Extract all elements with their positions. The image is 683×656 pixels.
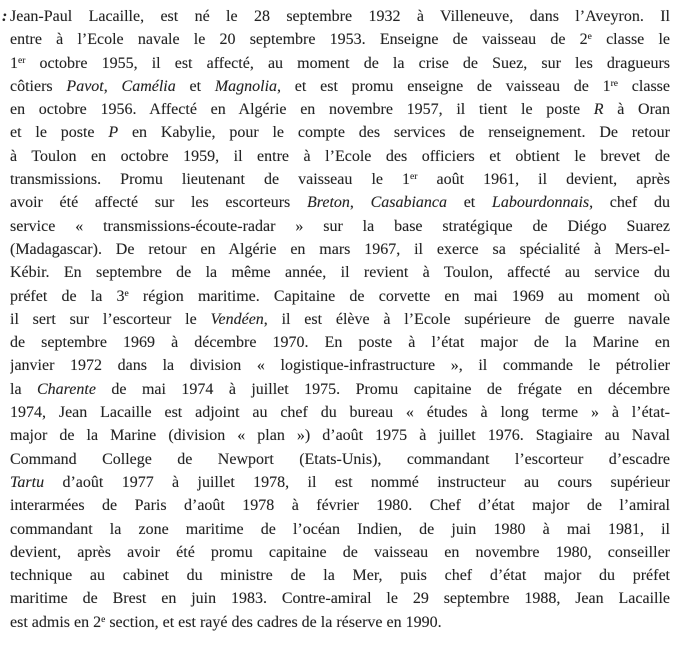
text-run: région maritime. Capitaine de corvette en mai 1969 au moment où: [128, 287, 670, 305]
text-line: [10, 518, 670, 541]
text-run: , il est élève à l’Ecole supérieure de guerre navale: [263, 310, 670, 328]
text-line: [10, 308, 670, 331]
text-run: maritime de Brest en juin 1983. Contre-amiral le 29 septembre 1988, Jean Lacaille: [10, 590, 670, 608]
text-run: est admis en 2: [10, 613, 102, 631]
superscript-text-run: er: [18, 55, 26, 66]
text-run: et: [447, 194, 492, 212]
text-line: [10, 378, 670, 401]
text-run: section, et est rayé des cadres de la réserve en 1990.: [105, 613, 442, 631]
text-run: , chef du: [589, 194, 670, 212]
text-run: classe le: [591, 31, 670, 49]
text-run: à Oran: [603, 101, 670, 119]
text-run: d’août 1977 à juillet 1978, il est nommé instructeur au cours supérieur: [44, 473, 670, 491]
text-run: préfet de la 3: [10, 287, 125, 305]
text-line: [10, 611, 670, 634]
text-run: octobre 1955, il est affecté, au moment de la crise de Suez, sur les dragueurs: [25, 54, 670, 72]
text-run: à Toulon en octobre 1959, il entre à l’Ecole des officiers et obtient le brevet de: [10, 147, 670, 165]
text-line: [10, 541, 670, 564]
text-run: de mai 1974 à juillet 1975. Promu capitaine de frégate en décembre: [95, 380, 670, 398]
italic-text-run: Charente: [37, 380, 96, 398]
text-run: (Madagascar). De retour en Algérie en mars 1967, il exerce sa spécialité à Mers-el-: [10, 240, 670, 258]
text-run: major de la Marine (division « plan ») d’août 1975 à juillet 1976. Stagiaire au Naval: [10, 427, 670, 445]
text-run: entre à l’Ecole navale le 20 septembre 1953. Enseigne de vaisseau de 2: [10, 31, 588, 49]
text-line: [10, 471, 670, 494]
italic-text-run: R: [593, 101, 604, 119]
text-line: [10, 564, 670, 587]
text-run: côtiers: [10, 77, 67, 95]
text-run: 1: [10, 54, 18, 72]
text-run: il sert sur l’escorteur le: [10, 310, 211, 328]
text-run: janvier 1972 dans la division « logistique-infrastructure », il commande le pétrolier: [10, 357, 670, 375]
text-run: Jean-Paul Lacaille, est né le 28 septembre 1932 à Villeneuve, dans l’Aveyron. Il: [10, 8, 670, 25]
text-line: [10, 5, 670, 28]
text-line: [10, 261, 670, 284]
text-run: en Kabylie, pour le compte des services de renseignement. De retour: [118, 124, 670, 142]
text-line: [10, 145, 670, 168]
italic-text-run: Magnolia: [214, 77, 278, 95]
italic-text-run: Vendéen: [210, 310, 264, 328]
text-line: [10, 587, 670, 610]
text-run: la: [10, 380, 37, 398]
text-line: [10, 168, 670, 191]
superscript-text-run: e: [587, 32, 592, 43]
text-line: [10, 331, 670, 354]
text-run: technique au cabinet du ministre de la Mer, puis chef d’état major du préfet: [10, 567, 670, 585]
text-run: classe: [618, 77, 670, 95]
superscript-text-run: e: [101, 614, 106, 625]
text-line: [10, 285, 670, 308]
text-run: transmissions. Promu lieutenant de vaisseau le 1: [10, 171, 411, 189]
text-run: commandant la zone maritime de l’océan Indien, de juin 1980 à mai 1981, il: [10, 520, 670, 538]
text-run: interarmées de Paris d’août 1978 à février 1980. Chef d’état major de l’amiral: [10, 497, 670, 515]
italic-text-run: Pavot: [66, 77, 104, 95]
text-run: Command College de Newport (Etats-Unis), commandant l’escorteur d’escadre: [10, 450, 670, 468]
text-line: [10, 121, 670, 144]
text-run: en octobre 1956. Affecté en Algérie en novembre 1957, il tient le poste: [10, 101, 594, 119]
text-line: [10, 494, 670, 517]
text-run: devient, après avoir été promu capitaine de vaisseau en novembre 1980, conseiller: [10, 543, 670, 561]
italic-text-run: Breton: [306, 194, 350, 212]
superscript-text-run: er: [410, 172, 418, 183]
text-lines: [10, 5, 670, 634]
text-run: avoir été affecté sur les escorteurs: [10, 194, 307, 212]
text-run: ,: [349, 194, 371, 212]
text-line: [10, 448, 670, 471]
text-line: [10, 52, 670, 75]
text-run: août 1961, il devient, après: [417, 171, 670, 189]
italic-text-run: P: [108, 124, 119, 142]
text-run: , et est promu enseigne de vaisseau de 1: [277, 77, 611, 95]
text-line: [10, 28, 670, 51]
text-line: [10, 424, 670, 447]
text-line: [10, 238, 670, 261]
text-run: 1974, Jean Lacaille est adjoint au chef du bureau « études à long terme » à l’état-: [10, 404, 670, 422]
text-line: [10, 215, 670, 238]
text-run: service « transmissions-écoute-radar » sur la base stratégique de Diégo Suarez: [10, 217, 670, 235]
text-line: [10, 98, 670, 121]
text-run: Kébir. En septembre de la même année, il revient à Toulon, affecté au service du: [10, 264, 670, 282]
text-run: et le poste: [10, 124, 109, 142]
italic-text-run: Camélia: [121, 77, 176, 95]
text-line: [10, 401, 670, 424]
text-run: de septembre 1969 à décembre 1970. En poste à l’état major de la Marine en: [10, 334, 670, 352]
text-line: [10, 75, 670, 98]
text-run: ,: [103, 77, 122, 95]
italic-text-run: Tartu: [10, 473, 45, 491]
italic-text-run: Labourdonnais: [491, 194, 590, 212]
superscript-text-run: e: [124, 288, 129, 299]
text-line: [10, 354, 670, 377]
italic-text-run: Casabianca: [370, 194, 448, 212]
text-run: et: [175, 77, 215, 95]
paragraph-marker: :: [2, 8, 8, 25]
superscript-text-run: re: [610, 78, 619, 89]
text-line: [10, 191, 670, 214]
